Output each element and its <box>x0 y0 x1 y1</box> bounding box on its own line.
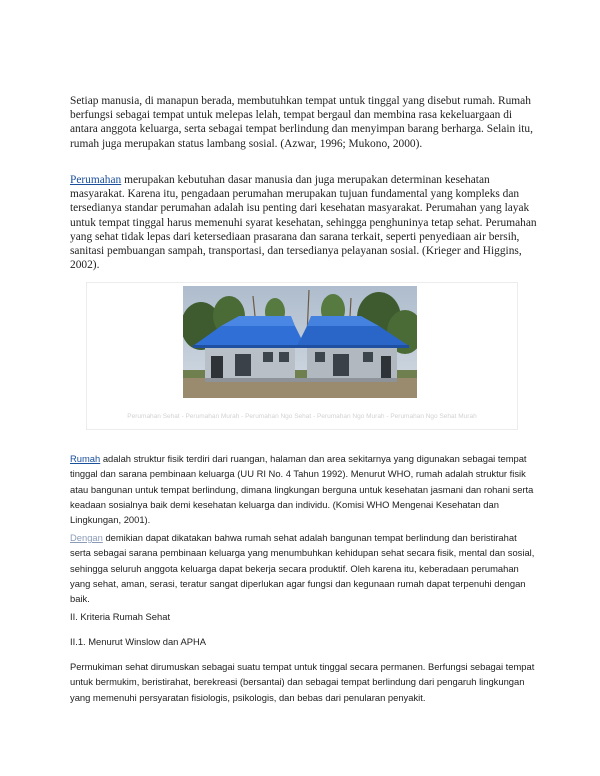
paragraph-permukiman: Permukiman sehat dirumuskan sebagai suatu tempat untuk tinggal secara permanen. Berfungsi sebagai tempat untuk bermukim, beristirahat, berekreasi (bersantai) dan sebagai tempat berlindung dari pengaruh lingkungan yang memenuhi persyaratan fisiologis, psikologis, dan bebas dari penularan penyakit. <box>70 661 535 703</box>
paragraph-perumahan <box>70 173 540 272</box>
house-figure <box>86 282 518 430</box>
house-photo <box>183 286 417 398</box>
paragraph-rumah-text: adalah struktur fisik terdiri dari ruangan, halaman dan area sekitarnya yang digunakan sebagai tempat tinggal dan sarana pembinaan keluarga (UU RI No. 4 Tahun 1992). Menurut WHO, rumah adalah struktur fisik atau bangunan untuk tempat berlindung, dimana lingkungan berguna untuk kesehatan jasmani dan rohani serta keadaan sosialnya baik demi kesehatan keluarga dan individu. (Komisi WHO Mengenai Kesehatan dan Lingkungan, 2001). <box>70 453 534 526</box>
paragraph-rumah <box>70 451 540 527</box>
rumah-link[interactable]: Rumah <box>70 453 101 464</box>
section-heading: II. Kriteria Rumah Sehat <box>70 611 171 622</box>
figure-caption: Perumahan Sehat - Perumahan Murah - Perumahan Ngo Sehat - Perumahan Ngo Murah - Perumahan Ngo Sehat Murah <box>127 413 477 420</box>
paragraph-dengan-text: demikian dapat dikatakan bahwa rumah sehat adalah bangunan tempat berlindung dan beristirahat serta sebagai sarana pembinaan keluarga yang menumbuhkan kehidupan sehat secara fisik, mental dan sosial, sehingga seluruh anggota keluarga dapat bekerja secara produktif. Oleh karena itu, keberadaan perumahan yang sehat, aman, serasi, teratur sangat diperlukan agar fungsi dan kegunaan rumah dapat terpenuhi dengan baik. <box>70 532 535 605</box>
subsection-heading: II.1. Menurut Winslow dan APHA <box>70 636 206 647</box>
paragraph-intro: Setiap manusia, di manapun berada, membutuhkan tempat untuk tinggal yang disebut rumah. Rumah berfungsi sebagai tempat untuk melepas lelah, tempat bergaul dan membina rasa kekeluargaan di antara anggota keluarga, serta sebagai tempat berlindung dan menyimpan barang berharga. Selain itu, rumah juga merupakan status lambang sosial. (Azwar, 1996; Mukono, 2000). <box>70 95 533 150</box>
paragraph-dengan <box>70 530 540 606</box>
dengan-link[interactable]: Dengan <box>70 532 103 543</box>
paragraph-perumahan-text: merupakan kebutuhan dasar manusia dan juga merupakan determinan kesehatan masyarakat. Karena itu, pengadaan perumahan merupakan tujuan fundamental yang kompleks dan tersedianya standar perumahan adalah isu penting dari kesehatan masyarakat. Perumahan yang layak untuk tempat tinggal harus memenuhi syarat kesehatan, sehingga penghuninya tetap sehat. Perumahan yang sehat tidak lepas dari ketersediaan prasarana dan sarana terkait, seperti penyediaan air bersih, sanitasi pembuangan sampah, transportasi, dan tersedianya pelayanan sosial. (Krieger and Higgins, 2002). <box>70 174 537 272</box>
perumahan-link[interactable]: Perumahan <box>70 174 122 186</box>
